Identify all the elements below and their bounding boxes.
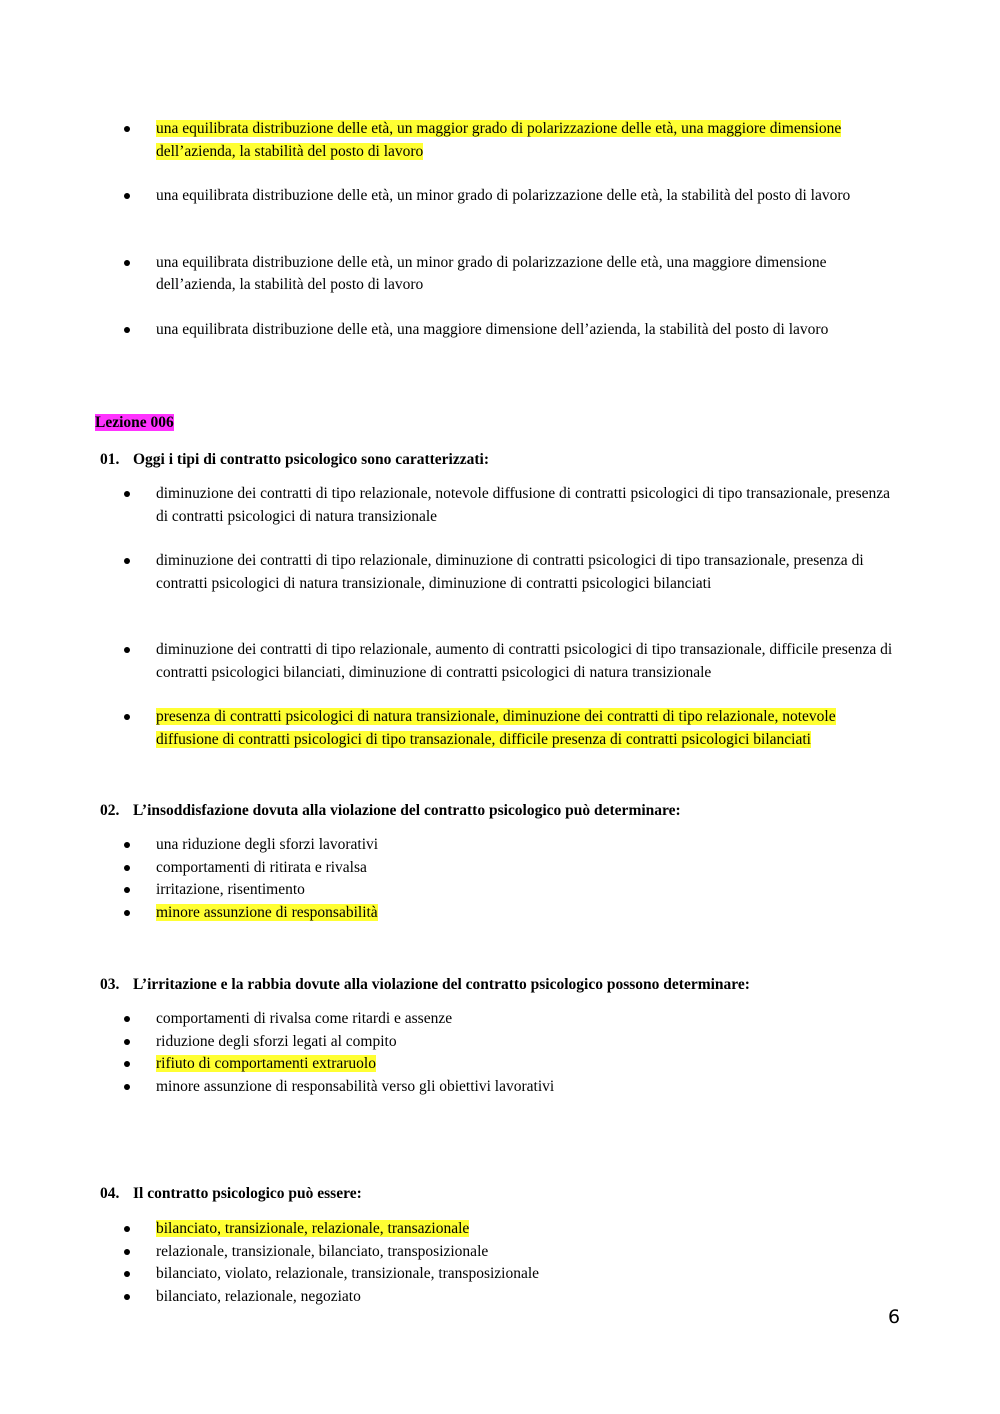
answer-list-q03 <box>0 1008 1000 1098</box>
bullet-icon <box>124 193 130 199</box>
answer-item <box>0 483 1000 528</box>
bullet-icon <box>124 327 130 333</box>
answer-list-q01 <box>0 483 1000 751</box>
bullet-icon <box>124 1294 130 1300</box>
answer-item <box>0 706 1000 751</box>
question-number: 03. <box>100 976 120 993</box>
answer-item <box>0 1263 1000 1286</box>
answer-text-highlighted: presenza di contratti psicologici di natura transizionale, diminuzione dei contratti di tipo relazionale, notevole diffusione di contratti psicologici di tipo transazionale, difficile presenza di contratti psicologici bilanciati <box>156 708 836 748</box>
answer-item <box>0 879 1000 902</box>
answer-text: irritazione, risentimento <box>156 881 305 898</box>
answer-item <box>0 834 1000 857</box>
answer-item <box>0 1286 1000 1309</box>
answer-item <box>0 1076 1000 1099</box>
answer-text: comportamenti di rivalsa come ritardi e assenze <box>156 1010 453 1027</box>
question-02 <box>100 800 920 822</box>
answer-text: diminuzione dei contratti di tipo relazionale, diminuzione di contratti psicologici di tipo transazionale, presenza di contratti psicologici di natura transizionale, diminuzione di contratti psicologici bilanciati <box>156 552 864 592</box>
answer-item <box>0 1008 1000 1031</box>
bullet-icon <box>124 1039 130 1045</box>
question-text: L’irritazione e la rabbia dovute alla violazione del contratto psicologico possono determinare: <box>133 976 750 993</box>
page-number: 6 <box>888 1306 901 1328</box>
answer-text: minore assunzione di responsabilità verso gli obiettivi lavorativi <box>156 1077 555 1095</box>
answer-item <box>0 1241 1000 1264</box>
bullet-icon <box>124 126 130 132</box>
answer-item <box>0 118 1000 163</box>
answer-item <box>0 1053 1000 1076</box>
answer-list-q04 <box>0 1218 1000 1308</box>
answer-text: bilanciato, relazionale, negoziato <box>156 1287 361 1305</box>
bullet-icon <box>124 647 130 653</box>
answer-text-highlighted: minore assunzione di responsabilità <box>156 903 378 921</box>
answer-text-highlighted: bilanciato, transizionale, relazionale, transazionale <box>156 1220 470 1237</box>
lesson-title-text: Lezione 006 <box>95 414 174 431</box>
question-number: 02. <box>100 802 120 819</box>
question-text: Oggi i tipi di contratto psicologico sono caratterizzati: <box>133 451 490 468</box>
question-04 <box>100 1183 920 1205</box>
question-text: L’insoddisfazione dovuta alla violazione del contratto psicologico può determinare: <box>133 802 681 819</box>
bullet-icon <box>124 1084 130 1090</box>
answer-list-previous-question <box>0 118 1000 341</box>
bullet-icon <box>124 558 130 564</box>
answer-text: diminuzione dei contratti di tipo relazionale, aumento di contratti psicologici di tipo transazionale, difficile presenza di contratti psicologici bilanciati, diminuzione di contratti psicologici di natura transizionale <box>156 641 893 681</box>
bullet-icon <box>124 865 130 871</box>
question-03 <box>100 974 920 996</box>
answer-text: riduzione degli sforzi legati al compito <box>156 1032 397 1050</box>
bullet-icon <box>124 1016 130 1022</box>
answer-text-highlighted: rifiuto di comportamenti extraruolo <box>156 1055 376 1072</box>
answer-text: una equilibrata distribuzione delle età, un minor grado di polarizzazione delle età, la stabilità del posto di lavoro <box>156 187 851 204</box>
answer-text: una riduzione degli sforzi lavorativi <box>156 836 379 853</box>
answer-item <box>0 1218 1000 1241</box>
answer-text: comportamenti di ritirata e rivalsa <box>156 858 367 876</box>
answer-item <box>0 1031 1000 1054</box>
question-number: 04. <box>100 1185 120 1202</box>
bullet-icon <box>124 714 130 720</box>
answer-text: diminuzione dei contratti di tipo relazionale, notevole diffusione di contratti psicologici di tipo transazionale, presenza di contratti psicologici di natura transizionale <box>156 485 891 525</box>
bullet-icon <box>124 1061 130 1067</box>
question-01 <box>100 449 920 471</box>
answer-item <box>0 857 1000 880</box>
bullet-icon <box>124 1226 130 1232</box>
lesson-title <box>95 413 174 433</box>
bullet-icon <box>124 260 130 266</box>
question-number: 01. <box>100 451 120 468</box>
answer-text-highlighted: una equilibrata distribuzione delle età, un maggior grado di polarizzazione delle età, una maggiore dimensione dell’azienda, la stabilità del posto di lavoro <box>156 120 842 160</box>
answer-text: bilanciato, violato, relazionale, transizionale, transposizionale <box>156 1265 540 1282</box>
bullet-icon <box>124 1271 130 1277</box>
bullet-icon <box>124 887 130 893</box>
answer-text: relazionale, transizionale, bilanciato, transposizionale <box>156 1242 489 1260</box>
answer-item <box>0 639 1000 684</box>
bullet-icon <box>124 491 130 497</box>
answer-item <box>0 252 1000 297</box>
bullet-icon <box>124 1249 130 1255</box>
answer-text: una equilibrata distribuzione delle età, un minor grado di polarizzazione delle età, una maggiore dimensione dell’azienda, la stabilità del posto di lavoro <box>156 253 827 293</box>
answer-list-q02 <box>0 834 1000 924</box>
bullet-icon <box>124 910 130 916</box>
bullet-icon <box>124 842 130 848</box>
answer-item <box>0 185 1000 208</box>
answer-item <box>0 319 1000 342</box>
answer-item <box>0 902 1000 925</box>
answer-item <box>0 550 1000 595</box>
question-text: Il contratto psicologico può essere: <box>133 1185 362 1202</box>
answer-text: una equilibrata distribuzione delle età, una maggiore dimensione dell’azienda, la stabilità del posto di lavoro <box>156 320 829 338</box>
